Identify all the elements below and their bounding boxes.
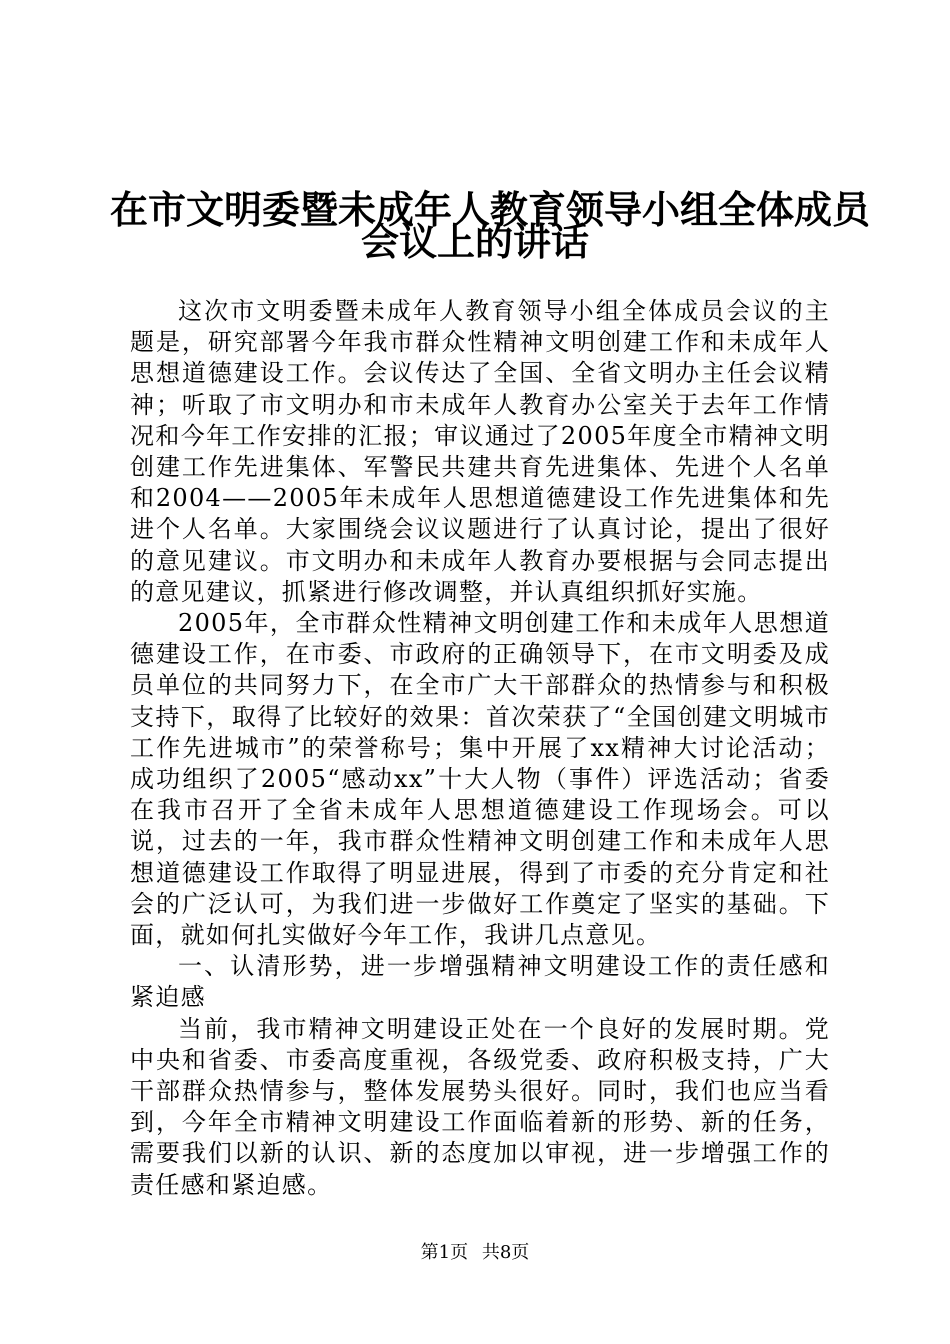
body-paragraph: 当前，我市精神文明建设正处在一个良好的发展时期。党中央和省委、市委高度重视，各级党委、政府积极支持，广大干部群众热情参与，整体发展势头很好。同时，我们也应当看到，今年全市精神文明建设工作面临着新的形势、新的任务，需要我们以新的认识、新的态度加以审视，进一步增强工作的责任感和紧迫感。 <box>130 1014 830 1199</box>
page-footer <box>0 1243 950 1263</box>
document-title-line-1: 在市文明委暨未成年人教育领导小组全体成员 <box>110 187 871 232</box>
document-body <box>130 296 830 1201</box>
body-paragraph: 2005年，全市群众性精神文明创建工作和未成年人思想道德建设工作，在市委、市政府的正确领导下，在市文明委及成员单位的共同努力下，在全市广大干部群众的热情参与和积极支持下，取得了比较好的效果：首次荣获了“全国创建文明城市工作先进城市”的荣誉称号；集中开展了xx精神大讨论活动；成功组织了2005“感动xx”十大人物（事件）评选活动；省委在我市召开了全省未成年人思想道德建设工作现场会。可以说，过去的一年，我市群众性精神文明创建工作和未成年人思想道德建设工作取得了明显进展，得到了市委的充分肯定和社会的广泛认可，为我们进一步做好工作奠定了坚实的基础。下面，就如何扎实做好今年工作，我讲几点意见。 <box>130 609 830 950</box>
body-paragraph: 这次市文明委暨未成年人教育领导小组全体成员会议的主题是，研究部署今年我市群众性精神文明创建工作和未成年人思想道德建设工作。会议传达了全国、全省文明办主任会议精神；听取了市文明办和市未成年人教育办公室关于去年工作情况和今年工作安排的汇报；审议通过了2005年度全市精神文明创建工作先进集体、军警民共建共育先进集体、先进个人名单和2004——2005年未成年人思想道德建设工作先进集体和先进个人名单。大家围绕会议议题进行了认真讨论，提出了很好的意见建议。市文明办和未成年人教育办要根据与会同志提出的意见建议，抓紧进行修改调整，并认真组织抓好实施。 <box>130 297 830 606</box>
page-total: 共8页 <box>481 1242 530 1263</box>
document-title-line-2: 会议上的讲话 <box>360 219 589 264</box>
section-heading: 一、认清形势，进一步增强精神文明建设工作的责任感和紧迫感 <box>130 952 830 1012</box>
page-number: 第1页 <box>420 1242 469 1263</box>
